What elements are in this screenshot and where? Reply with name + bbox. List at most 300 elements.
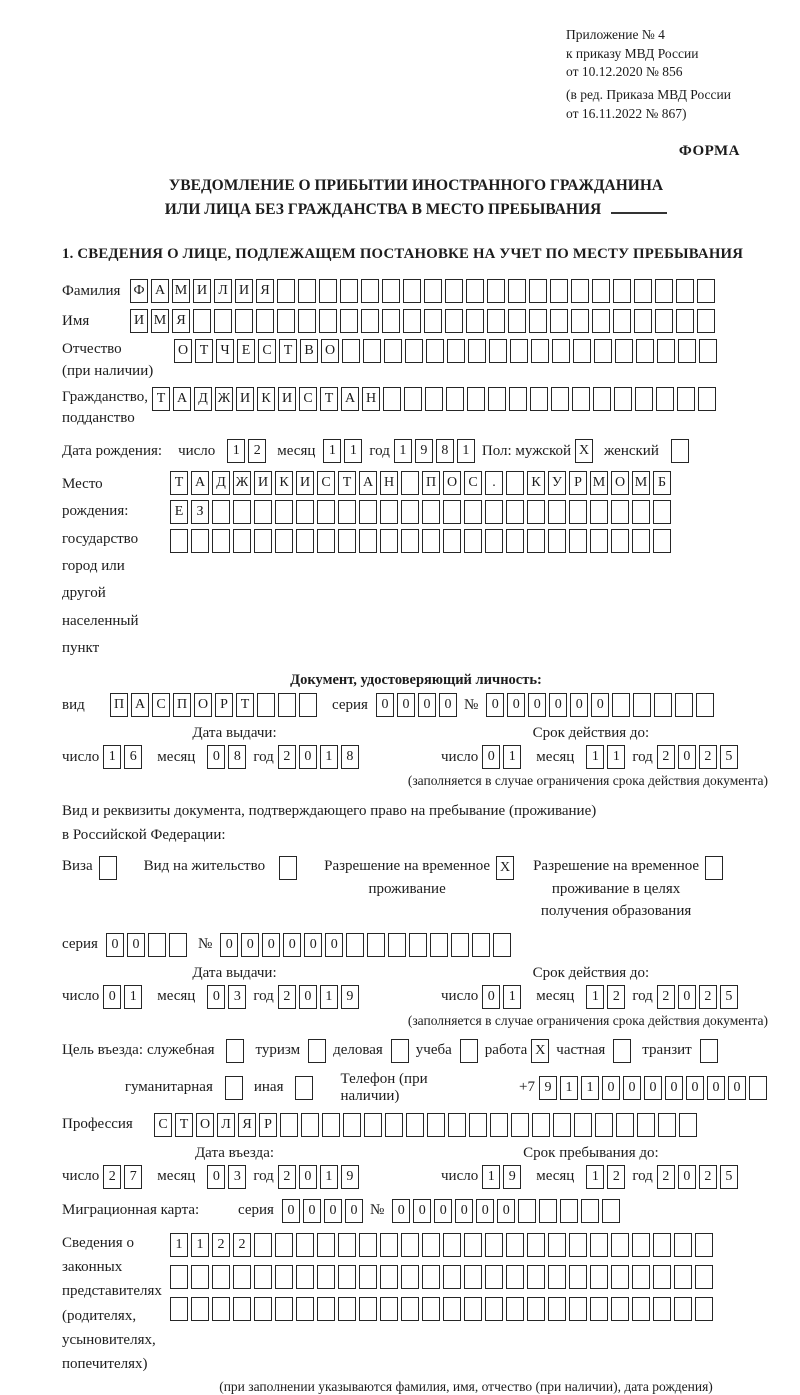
char-cell[interactable] bbox=[170, 1297, 188, 1321]
char-cell[interactable]: М bbox=[151, 309, 169, 333]
char-cell[interactable] bbox=[422, 500, 440, 524]
char-cell[interactable] bbox=[550, 309, 568, 333]
char-cell[interactable] bbox=[363, 339, 381, 363]
char-cell[interactable]: 0 bbox=[455, 1199, 473, 1223]
char-cell[interactable]: А bbox=[131, 693, 149, 717]
char-cell[interactable]: 2 bbox=[657, 985, 675, 1009]
char-cell[interactable] bbox=[277, 279, 295, 303]
char-cell[interactable]: 8 bbox=[341, 745, 359, 769]
char-cell[interactable]: 1 bbox=[586, 1165, 604, 1189]
char-cell[interactable]: 2 bbox=[699, 745, 717, 769]
char-cell[interactable] bbox=[655, 279, 673, 303]
char-cell[interactable]: 2 bbox=[278, 985, 296, 1009]
char-cell[interactable] bbox=[699, 339, 717, 363]
char-cell[interactable]: 5 bbox=[720, 745, 738, 769]
char-cell[interactable] bbox=[560, 1199, 578, 1223]
char-cell[interactable]: 9 bbox=[341, 985, 359, 1009]
char-cell[interactable] bbox=[573, 339, 591, 363]
char-cell[interactable] bbox=[401, 1297, 419, 1321]
char-cell[interactable]: 0 bbox=[127, 933, 145, 957]
char-cell[interactable] bbox=[338, 1233, 356, 1257]
char-cell[interactable] bbox=[254, 1297, 272, 1321]
char-cell[interactable] bbox=[193, 309, 211, 333]
char-cell[interactable]: 1 bbox=[227, 439, 245, 463]
char-cell[interactable]: Ж bbox=[233, 471, 251, 495]
char-cell[interactable]: 0 bbox=[678, 745, 696, 769]
char-cell[interactable] bbox=[319, 279, 337, 303]
char-cell[interactable]: 0 bbox=[241, 933, 259, 957]
char-cell[interactable]: 5 bbox=[720, 985, 738, 1009]
char-cell[interactable]: К bbox=[257, 387, 275, 411]
char-cell[interactable] bbox=[385, 1113, 403, 1137]
char-cell[interactable] bbox=[233, 529, 251, 553]
char-cell[interactable] bbox=[464, 1265, 482, 1289]
char-cell[interactable]: Ф bbox=[130, 279, 148, 303]
char-cell[interactable] bbox=[169, 933, 187, 957]
char-cell[interactable] bbox=[590, 1297, 608, 1321]
char-cell[interactable]: 2 bbox=[657, 745, 675, 769]
char-cell[interactable] bbox=[443, 529, 461, 553]
char-cell[interactable] bbox=[569, 529, 587, 553]
char-cell[interactable]: 1 bbox=[344, 439, 362, 463]
char-cell[interactable]: А bbox=[151, 279, 169, 303]
char-cell[interactable] bbox=[296, 1297, 314, 1321]
char-cell[interactable] bbox=[191, 1265, 209, 1289]
char-cell[interactable]: 0 bbox=[507, 693, 525, 717]
char-cell[interactable] bbox=[464, 1297, 482, 1321]
char-cell[interactable] bbox=[338, 529, 356, 553]
char-cell[interactable] bbox=[275, 529, 293, 553]
char-cell[interactable]: 9 bbox=[415, 439, 433, 463]
char-cell[interactable]: 0 bbox=[644, 1076, 662, 1100]
char-cell[interactable]: 2 bbox=[248, 439, 266, 463]
char-cell[interactable]: Я bbox=[238, 1113, 256, 1137]
char-cell[interactable]: О bbox=[194, 693, 212, 717]
char-cell[interactable]: 3 bbox=[228, 1165, 246, 1189]
char-cell[interactable] bbox=[338, 1265, 356, 1289]
char-cell[interactable] bbox=[464, 529, 482, 553]
char-cell[interactable] bbox=[406, 1113, 424, 1137]
char-cell[interactable]: С bbox=[152, 693, 170, 717]
char-cell[interactable] bbox=[529, 309, 547, 333]
char-cell[interactable] bbox=[518, 1199, 536, 1223]
char-cell[interactable]: А bbox=[341, 387, 359, 411]
char-cell[interactable] bbox=[317, 500, 335, 524]
char-cell[interactable] bbox=[382, 279, 400, 303]
char-cell[interactable] bbox=[634, 309, 652, 333]
char-cell[interactable] bbox=[275, 1233, 293, 1257]
char-cell[interactable] bbox=[635, 387, 653, 411]
char-cell[interactable]: 0 bbox=[262, 933, 280, 957]
char-cell[interactable] bbox=[401, 471, 419, 495]
char-cell[interactable] bbox=[322, 1113, 340, 1137]
char-cell[interactable] bbox=[679, 1113, 697, 1137]
char-cell[interactable] bbox=[527, 500, 545, 524]
char-cell[interactable]: 0 bbox=[376, 693, 394, 717]
char-cell[interactable]: 0 bbox=[220, 933, 238, 957]
char-cell[interactable]: 8 bbox=[228, 745, 246, 769]
char-cell[interactable] bbox=[531, 339, 549, 363]
char-cell[interactable] bbox=[633, 693, 651, 717]
char-cell[interactable]: 2 bbox=[212, 1233, 230, 1257]
char-cell[interactable]: 1 bbox=[607, 745, 625, 769]
char-cell[interactable] bbox=[493, 933, 511, 957]
char-cell[interactable] bbox=[485, 1233, 503, 1257]
char-cell[interactable] bbox=[317, 1297, 335, 1321]
char-cell[interactable] bbox=[508, 309, 526, 333]
char-cell[interactable] bbox=[448, 1113, 466, 1137]
char-cell[interactable] bbox=[506, 500, 524, 524]
char-cell[interactable]: 9 bbox=[341, 1165, 359, 1189]
char-cell[interactable] bbox=[590, 500, 608, 524]
char-cell[interactable]: М bbox=[590, 471, 608, 495]
char-cell[interactable] bbox=[254, 1233, 272, 1257]
char-cell[interactable] bbox=[317, 1233, 335, 1257]
char-cell[interactable]: И bbox=[296, 471, 314, 495]
char-cell[interactable] bbox=[550, 279, 568, 303]
char-cell[interactable]: 2 bbox=[103, 1165, 121, 1189]
char-cell[interactable]: 0 bbox=[728, 1076, 746, 1100]
char-cell[interactable] bbox=[430, 933, 448, 957]
char-cell[interactable] bbox=[296, 1233, 314, 1257]
char-cell[interactable] bbox=[278, 693, 296, 717]
char-cell[interactable]: П bbox=[422, 471, 440, 495]
char-cell[interactable] bbox=[548, 1233, 566, 1257]
char-cell[interactable] bbox=[340, 309, 358, 333]
char-cell[interactable] bbox=[254, 500, 272, 524]
char-cell[interactable]: X bbox=[496, 856, 514, 880]
char-cell[interactable]: 0 bbox=[106, 933, 124, 957]
char-cell[interactable]: 0 bbox=[282, 1199, 300, 1223]
char-cell[interactable]: Б bbox=[653, 471, 671, 495]
char-cell[interactable] bbox=[254, 1265, 272, 1289]
char-cell[interactable] bbox=[404, 387, 422, 411]
char-cell[interactable] bbox=[532, 1113, 550, 1137]
char-cell[interactable]: Р bbox=[569, 471, 587, 495]
char-cell[interactable]: Н bbox=[380, 471, 398, 495]
char-cell[interactable]: 0 bbox=[707, 1076, 725, 1100]
char-cell[interactable] bbox=[460, 1039, 478, 1063]
char-cell[interactable] bbox=[280, 1113, 298, 1137]
char-cell[interactable]: 0 bbox=[482, 745, 500, 769]
char-cell[interactable] bbox=[342, 339, 360, 363]
char-cell[interactable]: 1 bbox=[124, 985, 142, 1009]
char-cell[interactable]: 0 bbox=[304, 933, 322, 957]
char-cell[interactable] bbox=[466, 309, 484, 333]
char-cell[interactable] bbox=[443, 500, 461, 524]
char-cell[interactable] bbox=[317, 529, 335, 553]
char-cell[interactable] bbox=[611, 529, 629, 553]
char-cell[interactable] bbox=[422, 1297, 440, 1321]
char-cell[interactable]: 0 bbox=[299, 985, 317, 1009]
char-cell[interactable]: 0 bbox=[623, 1076, 641, 1100]
char-cell[interactable] bbox=[319, 309, 337, 333]
char-cell[interactable] bbox=[405, 339, 423, 363]
char-cell[interactable] bbox=[212, 529, 230, 553]
char-cell[interactable]: 0 bbox=[303, 1199, 321, 1223]
char-cell[interactable] bbox=[225, 1076, 243, 1100]
char-cell[interactable] bbox=[401, 529, 419, 553]
char-cell[interactable]: П bbox=[173, 693, 191, 717]
char-cell[interactable] bbox=[359, 529, 377, 553]
char-cell[interactable] bbox=[506, 1297, 524, 1321]
char-cell[interactable] bbox=[658, 1113, 676, 1137]
char-cell[interactable] bbox=[698, 387, 716, 411]
char-cell[interactable] bbox=[705, 856, 723, 880]
char-cell[interactable] bbox=[361, 279, 379, 303]
char-cell[interactable] bbox=[632, 500, 650, 524]
char-cell[interactable]: З bbox=[191, 500, 209, 524]
char-cell[interactable]: 0 bbox=[397, 693, 415, 717]
char-cell[interactable] bbox=[485, 529, 503, 553]
char-cell[interactable] bbox=[676, 279, 694, 303]
char-cell[interactable]: 0 bbox=[528, 693, 546, 717]
char-cell[interactable]: 0 bbox=[283, 933, 301, 957]
char-cell[interactable] bbox=[509, 387, 527, 411]
char-cell[interactable]: 1 bbox=[191, 1233, 209, 1257]
char-cell[interactable] bbox=[380, 500, 398, 524]
char-cell[interactable]: С bbox=[154, 1113, 172, 1137]
char-cell[interactable] bbox=[611, 1297, 629, 1321]
char-cell[interactable] bbox=[655, 309, 673, 333]
char-cell[interactable]: О bbox=[611, 471, 629, 495]
char-cell[interactable]: 0 bbox=[591, 693, 609, 717]
char-cell[interactable] bbox=[539, 1199, 557, 1223]
char-cell[interactable] bbox=[299, 693, 317, 717]
char-cell[interactable]: 9 bbox=[503, 1165, 521, 1189]
char-cell[interactable]: О bbox=[443, 471, 461, 495]
char-cell[interactable] bbox=[548, 1297, 566, 1321]
char-cell[interactable]: 2 bbox=[278, 1165, 296, 1189]
char-cell[interactable] bbox=[226, 1039, 244, 1063]
char-cell[interactable] bbox=[487, 279, 505, 303]
char-cell[interactable]: К bbox=[275, 471, 293, 495]
char-cell[interactable]: 2 bbox=[233, 1233, 251, 1257]
char-cell[interactable]: 2 bbox=[607, 1165, 625, 1189]
char-cell[interactable]: Р bbox=[215, 693, 233, 717]
char-cell[interactable]: 0 bbox=[549, 693, 567, 717]
char-cell[interactable]: 8 bbox=[436, 439, 454, 463]
char-cell[interactable]: С bbox=[317, 471, 335, 495]
char-cell[interactable]: 0 bbox=[439, 693, 457, 717]
char-cell[interactable] bbox=[380, 1297, 398, 1321]
char-cell[interactable] bbox=[214, 309, 232, 333]
char-cell[interactable]: 1 bbox=[320, 1165, 338, 1189]
char-cell[interactable]: И bbox=[130, 309, 148, 333]
char-cell[interactable]: Т bbox=[195, 339, 213, 363]
char-cell[interactable] bbox=[529, 279, 547, 303]
char-cell[interactable]: 1 bbox=[586, 745, 604, 769]
char-cell[interactable]: 1 bbox=[503, 985, 521, 1009]
char-cell[interactable]: 0 bbox=[345, 1199, 363, 1223]
char-cell[interactable]: 0 bbox=[325, 933, 343, 957]
char-cell[interactable]: Т bbox=[152, 387, 170, 411]
char-cell[interactable]: 0 bbox=[678, 985, 696, 1009]
char-cell[interactable] bbox=[367, 933, 385, 957]
char-cell[interactable] bbox=[632, 1265, 650, 1289]
char-cell[interactable]: 2 bbox=[278, 745, 296, 769]
char-cell[interactable] bbox=[443, 1233, 461, 1257]
char-cell[interactable] bbox=[464, 1233, 482, 1257]
char-cell[interactable] bbox=[553, 1113, 571, 1137]
char-cell[interactable]: 0 bbox=[434, 1199, 452, 1223]
char-cell[interactable] bbox=[275, 500, 293, 524]
char-cell[interactable] bbox=[506, 1233, 524, 1257]
char-cell[interactable]: 0 bbox=[207, 985, 225, 1009]
char-cell[interactable] bbox=[676, 309, 694, 333]
char-cell[interactable]: И bbox=[193, 279, 211, 303]
char-cell[interactable] bbox=[653, 1265, 671, 1289]
char-cell[interactable] bbox=[489, 339, 507, 363]
char-cell[interactable] bbox=[359, 1233, 377, 1257]
char-cell[interactable] bbox=[569, 1297, 587, 1321]
char-cell[interactable] bbox=[468, 339, 486, 363]
char-cell[interactable]: 1 bbox=[586, 985, 604, 1009]
char-cell[interactable] bbox=[469, 1113, 487, 1137]
char-cell[interactable] bbox=[602, 1199, 620, 1223]
char-cell[interactable] bbox=[401, 500, 419, 524]
char-cell[interactable] bbox=[445, 309, 463, 333]
char-cell[interactable] bbox=[590, 1233, 608, 1257]
char-cell[interactable] bbox=[384, 339, 402, 363]
char-cell[interactable] bbox=[191, 529, 209, 553]
char-cell[interactable] bbox=[674, 1265, 692, 1289]
char-cell[interactable]: 0 bbox=[686, 1076, 704, 1100]
char-cell[interactable] bbox=[657, 339, 675, 363]
char-cell[interactable]: С bbox=[299, 387, 317, 411]
char-cell[interactable] bbox=[634, 279, 652, 303]
char-cell[interactable] bbox=[391, 1039, 409, 1063]
char-cell[interactable]: 0 bbox=[392, 1199, 410, 1223]
char-cell[interactable]: Ч bbox=[216, 339, 234, 363]
char-cell[interactable] bbox=[616, 1113, 634, 1137]
char-cell[interactable] bbox=[338, 500, 356, 524]
char-cell[interactable] bbox=[364, 1113, 382, 1137]
char-cell[interactable]: Д bbox=[194, 387, 212, 411]
char-cell[interactable] bbox=[485, 1297, 503, 1321]
char-cell[interactable]: Я bbox=[256, 279, 274, 303]
char-cell[interactable] bbox=[611, 500, 629, 524]
char-cell[interactable]: И bbox=[235, 279, 253, 303]
char-cell[interactable]: И bbox=[278, 387, 296, 411]
char-cell[interactable] bbox=[697, 279, 715, 303]
char-cell[interactable]: Т bbox=[338, 471, 356, 495]
char-cell[interactable]: 0 bbox=[482, 985, 500, 1009]
char-cell[interactable] bbox=[233, 500, 251, 524]
char-cell[interactable]: Т bbox=[279, 339, 297, 363]
char-cell[interactable] bbox=[361, 309, 379, 333]
char-cell[interactable]: 0 bbox=[602, 1076, 620, 1100]
char-cell[interactable] bbox=[548, 1265, 566, 1289]
char-cell[interactable]: И bbox=[254, 471, 272, 495]
char-cell[interactable]: 0 bbox=[418, 693, 436, 717]
char-cell[interactable] bbox=[677, 387, 695, 411]
char-cell[interactable] bbox=[425, 387, 443, 411]
char-cell[interactable] bbox=[296, 529, 314, 553]
char-cell[interactable] bbox=[254, 529, 272, 553]
char-cell[interactable] bbox=[380, 1233, 398, 1257]
char-cell[interactable] bbox=[359, 1297, 377, 1321]
char-cell[interactable]: 1 bbox=[323, 439, 341, 463]
char-cell[interactable] bbox=[653, 1233, 671, 1257]
char-cell[interactable] bbox=[443, 1297, 461, 1321]
char-cell[interactable]: У bbox=[548, 471, 566, 495]
char-cell[interactable] bbox=[424, 309, 442, 333]
char-cell[interactable] bbox=[571, 309, 589, 333]
char-cell[interactable]: Л bbox=[214, 279, 232, 303]
char-cell[interactable] bbox=[485, 1265, 503, 1289]
char-cell[interactable] bbox=[527, 1297, 545, 1321]
char-cell[interactable] bbox=[749, 1076, 767, 1100]
char-cell[interactable] bbox=[632, 529, 650, 553]
char-cell[interactable] bbox=[611, 1233, 629, 1257]
char-cell[interactable] bbox=[593, 387, 611, 411]
char-cell[interactable] bbox=[487, 309, 505, 333]
char-cell[interactable] bbox=[275, 1265, 293, 1289]
char-cell[interactable] bbox=[256, 309, 274, 333]
char-cell[interactable]: П bbox=[110, 693, 128, 717]
char-cell[interactable] bbox=[447, 339, 465, 363]
char-cell[interactable] bbox=[382, 309, 400, 333]
char-cell[interactable]: 1 bbox=[457, 439, 475, 463]
char-cell[interactable] bbox=[275, 1297, 293, 1321]
char-cell[interactable]: 0 bbox=[413, 1199, 431, 1223]
char-cell[interactable] bbox=[338, 1297, 356, 1321]
char-cell[interactable] bbox=[298, 309, 316, 333]
char-cell[interactable] bbox=[548, 500, 566, 524]
char-cell[interactable]: 0 bbox=[207, 745, 225, 769]
char-cell[interactable] bbox=[696, 693, 714, 717]
char-cell[interactable] bbox=[506, 471, 524, 495]
char-cell[interactable]: 0 bbox=[678, 1165, 696, 1189]
char-cell[interactable] bbox=[472, 933, 490, 957]
char-cell[interactable] bbox=[148, 933, 166, 957]
char-cell[interactable]: В bbox=[300, 339, 318, 363]
char-cell[interactable]: Д bbox=[212, 471, 230, 495]
char-cell[interactable] bbox=[613, 279, 631, 303]
char-cell[interactable] bbox=[451, 933, 469, 957]
char-cell[interactable] bbox=[212, 1265, 230, 1289]
char-cell[interactable]: С bbox=[464, 471, 482, 495]
char-cell[interactable] bbox=[695, 1265, 713, 1289]
char-cell[interactable]: 0 bbox=[570, 693, 588, 717]
char-cell[interactable] bbox=[527, 1265, 545, 1289]
char-cell[interactable] bbox=[632, 1233, 650, 1257]
char-cell[interactable] bbox=[99, 856, 117, 880]
char-cell[interactable] bbox=[422, 529, 440, 553]
char-cell[interactable] bbox=[295, 1076, 313, 1100]
char-cell[interactable] bbox=[380, 1265, 398, 1289]
char-cell[interactable]: 7 bbox=[124, 1165, 142, 1189]
char-cell[interactable] bbox=[359, 1265, 377, 1289]
char-cell[interactable] bbox=[308, 1039, 326, 1063]
char-cell[interactable] bbox=[191, 1297, 209, 1321]
char-cell[interactable] bbox=[615, 339, 633, 363]
char-cell[interactable]: 0 bbox=[486, 693, 504, 717]
char-cell[interactable] bbox=[298, 279, 316, 303]
char-cell[interactable]: 5 bbox=[720, 1165, 738, 1189]
char-cell[interactable]: 0 bbox=[299, 1165, 317, 1189]
char-cell[interactable] bbox=[403, 279, 421, 303]
char-cell[interactable] bbox=[574, 1113, 592, 1137]
char-cell[interactable]: . bbox=[485, 471, 503, 495]
char-cell[interactable]: Р bbox=[259, 1113, 277, 1137]
char-cell[interactable]: О bbox=[174, 339, 192, 363]
char-cell[interactable] bbox=[674, 1297, 692, 1321]
char-cell[interactable]: 2 bbox=[607, 985, 625, 1009]
char-cell[interactable] bbox=[656, 387, 674, 411]
char-cell[interactable] bbox=[527, 529, 545, 553]
